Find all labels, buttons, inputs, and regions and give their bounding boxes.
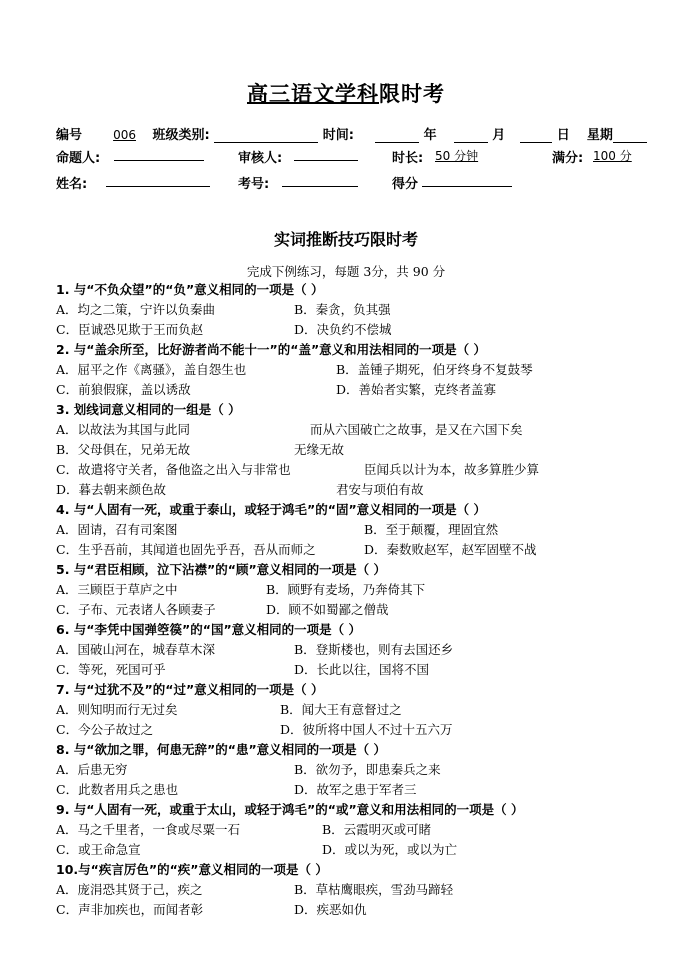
q9-option-b[interactable]: B．云霞明灭或可睹 [322,822,432,837]
q7-option-c[interactable]: C．今公子故过之 [56,722,154,737]
name-blank[interactable] [106,172,210,187]
q1-option-c[interactable]: C．臣诚恐见欺于王而负赵 [56,322,204,337]
q6-option-a[interactable]: A．国破山河在，城春草木深 [56,642,216,657]
score-blank[interactable] [422,172,512,187]
question-8: 8. 与“欲加之罪，何患无辞”的“患”意义相同的一项是（ ） [56,742,387,757]
name-label: 姓名: [56,177,88,192]
duration-value: 50 分钟 [435,149,479,163]
full-score-label: 满分: [552,151,584,166]
instructions: 完成下例练习，每题 3分，共 90 分 [246,264,446,279]
q4-option-a[interactable]: A．固请，召有司案图 [56,522,178,537]
q10-option-a[interactable]: A．庞涓恐其贤于己，疾之 [56,882,203,897]
q3-option-b-1[interactable]: B．父母俱在，兄弟无故 [56,442,191,457]
question-5: 5. 与“君臣相顾，泣下沾襟”的“顾”意义相同的一项是（ ） [56,562,387,577]
q3-option-a-1[interactable]: A．以故法为其国与此同 [56,422,191,437]
q8-option-c[interactable]: C．此数者用兵之患也 [56,782,179,797]
q3-option-b-2: 无缘无故 [294,442,345,457]
q2-option-b[interactable]: B．盖锺子期死，伯牙终身不复鼓琴 [336,362,533,377]
q6-option-d[interactable]: D．长此以往，国将不国 [294,662,430,677]
month-label: 月 [492,128,506,143]
day-blank[interactable] [520,128,552,143]
header-row-1 [56,124,647,143]
author-blank[interactable] [114,146,204,161]
q8-option-d[interactable]: D．故军之患于军者三 [294,782,417,797]
q6-option-b[interactable]: B．登斯楼也，则有去国还乡 [294,642,454,657]
q3-option-d-2: 君安与项伯有故 [336,482,424,497]
q2-option-c[interactable]: C．前狼假寐，盖以诱敌 [56,382,191,397]
score-label: 得分 [392,177,419,192]
q10-option-d[interactable]: D．疾恶如仇 [294,902,367,917]
q4-option-d[interactable]: D．秦数败赵军，赵军固壁不战 [364,542,537,557]
class-blank[interactable] [214,128,318,143]
q10-option-b[interactable]: B．草枯鹰眼疾，雪劲马蹄轻 [294,882,454,897]
year-label: 年 [423,128,437,143]
q8-option-b[interactable]: B．欲勿予，即患秦兵之来 [294,762,441,777]
serial-value: 006 [113,128,136,142]
full-score-value: 100 分 [593,149,632,163]
title-exam: 限时考 [379,81,445,106]
question-2: 2. 与“盖余所至，比好游者尚不能十一”的“盖”意义和用法相同的一项是（ ） [56,342,487,357]
q2-option-d[interactable]: D．善始者实繁，克终者盖寡 [336,382,497,397]
question-6: 6. 与“李凭中国弹箜篌”的“国”意义相同的一项是（ ） [56,622,362,637]
q4-option-c[interactable]: C．生乎吾前，其闻道也固先乎吾，吾从而师之 [56,542,316,557]
q3-option-a-2: 而从六国破亡之故事，是又在六国下矣 [310,422,523,437]
reviewer-blank[interactable] [294,146,358,161]
q3-option-c-1[interactable]: C．故遣将守关者，备他盗之出入与非常也 [56,462,291,477]
title-subject: 高三语文学科 [247,81,379,106]
question-1: 1. 与“不负众望”的“负”意义相同的一项是（ ） [56,282,324,297]
question-4: 4. 与“人固有一死，或重于泰山，或轻于鸿毛”的“固”意义相同的一项是（ ） [56,502,487,517]
q8-option-a[interactable]: A．后患无穷 [56,762,128,777]
weekday-blank[interactable] [613,128,647,143]
q9-option-d[interactable]: D．或以为死，或以为亡 [322,842,458,857]
month-blank[interactable] [454,128,488,143]
author-label: 命题人: [56,151,101,166]
q1-option-b[interactable]: B．秦贪，负其强 [294,302,391,317]
exam-no-blank[interactable] [282,172,358,187]
q5-option-b[interactable]: B．顾野有麦场，乃奔倚其下 [266,582,426,597]
q1-option-a[interactable]: A．均之二策，宁许以负秦曲 [56,302,216,317]
section-title: 实词推断技巧限时考 [273,230,418,249]
q1-option-d[interactable]: D．决负约不偿城 [294,322,392,337]
weekday-label: 星期 [586,128,613,143]
serial-label: 编号 [56,128,83,143]
q3-option-c-2: 臣闻兵以计为本，故多算胜少算 [364,462,540,477]
q6-option-c[interactable]: C．等死，死国可乎 [56,662,166,677]
question-10: 10.与“疾言厉色”的“疾”意义相同的一项是（ ） [56,862,328,877]
page-title [0,78,692,108]
q10-option-c[interactable]: C．声非加疾也，而闻者彰 [56,902,204,917]
class-label: 班级类别: [152,128,210,143]
time-label: 时间: [322,128,354,143]
question-3: 3. 划线词意义相同的一组是（ ） [56,402,241,417]
question-9: 9. 与“人固有一死，或重于太山，或轻于鸿毛”的“或”意义和用法相同的一项是（ ） [56,802,524,817]
reviewer-label: 审核人: [238,151,283,166]
year-blank[interactable] [375,128,419,143]
q3-option-d-1[interactable]: D．暮去朝来颜色故 [56,482,167,497]
q4-option-b[interactable]: B．至于颠覆，理固宜然 [364,522,499,537]
q5-option-a[interactable]: A．三顾臣于草庐之中 [56,582,178,597]
q7-option-d[interactable]: D．彼所将中国人不过十五六万 [280,722,453,737]
q7-option-a[interactable]: A．则知明而行无过矣 [56,702,178,717]
q2-option-a[interactable]: A．屈平之作《离骚》，盖自怨生也 [56,362,247,377]
duration-label: 时长: [392,151,424,166]
q9-option-a[interactable]: A．马之千里者，一食或尽粟一石 [56,822,241,837]
day-label: 日 [556,128,570,143]
exam-no-label: 考号: [238,177,270,192]
q5-option-c[interactable]: C．子布、元表诸人各顾妻子 [56,602,216,617]
question-7: 7. 与“过犹不及”的“过”意义相同的一项是（ ） [56,682,324,697]
q9-option-c[interactable]: C．或王命急宣 [56,842,141,857]
q5-option-d[interactable]: D．顾不如蜀鄙之僧哉 [266,602,389,617]
q7-option-b[interactable]: B．闻大王有意督过之 [280,702,402,717]
